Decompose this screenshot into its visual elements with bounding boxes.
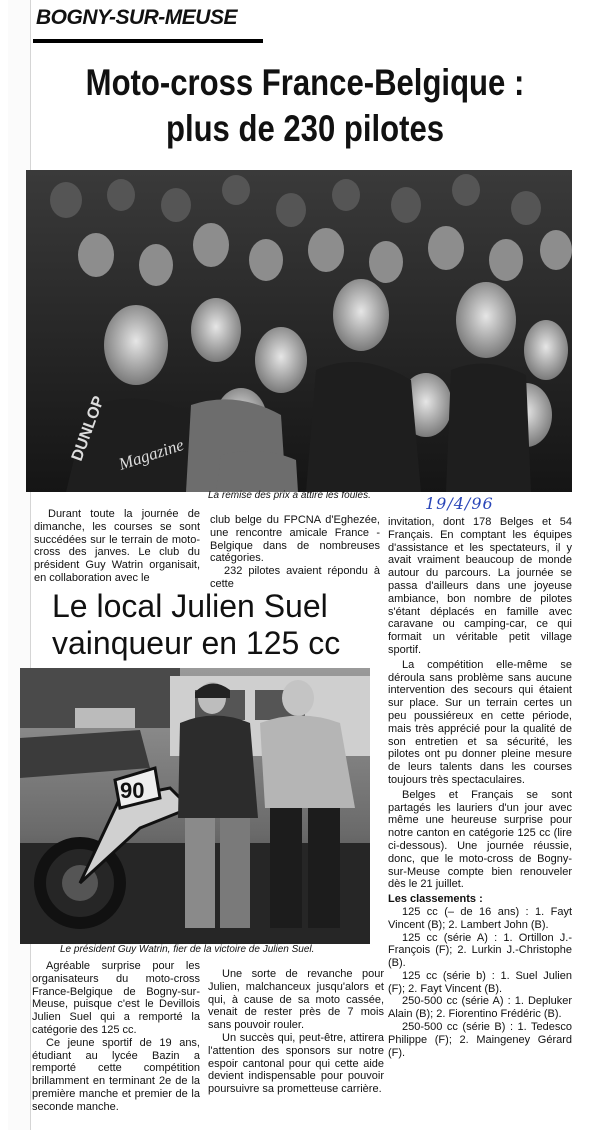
- result-line: 250-500 cc (série A) : 1. Depluker Alain (B); 2. Fiorentino Frédéric (B).: [388, 995, 572, 1021]
- right-col-paragraph-1: invitation, dont 178 Belges et 54 Français. En comptant les équipes d'assistance et les spectateurs, il y avait vraiment beaucoup de monde autour du parcours. La journée se passa d'ailleurs dans une joyeuse ambiance, bon nombre de pilotes s'étant déplacés en famille avec caravane ou camping-car, ce qui formait un véritable petit village sportif.: [388, 516, 572, 656]
- bottom-column-2: [208, 968, 384, 1096]
- headline-line-2: plus de 230 pilotes: [165, 108, 445, 149]
- intro-col1-text: Durant toute la journée de dimanche, les courses se sont succédées sur le terrain de moto-cross des janves. Le club du président Guy Watrin organisait, en collaboration avec le: [34, 508, 200, 584]
- handwritten-date: 19/4/96: [425, 494, 494, 513]
- sub-headline: [52, 588, 382, 662]
- section-kicker: BOGNY-SUR-MEUSE: [36, 6, 237, 29]
- subhead-line-1: Le local Julien Suel: [52, 588, 328, 624]
- result-line: 125 cc (série b) : 1. Suel Julien (F); 2. Fayt Vincent (B).: [388, 969, 572, 995]
- bottom-column-1: [32, 960, 200, 1114]
- bottom-col2-paragraph-2: Un succès qui, peut-être, attirera l'attention des sponsors sur notre espoir cantonal pour qui cette aide devient indispensable pour pouvoir poursuivre sa prometteuse carrière.: [208, 1031, 384, 1096]
- headline-line-1: Moto-cross France-Belgique :: [85, 62, 525, 103]
- right-column: [388, 516, 572, 1059]
- bike-number: 90: [120, 778, 145, 803]
- subhead-line-2: vainqueur en 125 cc: [52, 625, 341, 661]
- classements-title: Les classements :: [388, 893, 483, 906]
- right-col-paragraph-3: Belges et Français se sont partagés les lauriers d'un jour avec même une heureuse surprise pour notre canton en catégorie 125 cc (lire ci-dessous). Une journée réussie, donc, que le moto-cross de Bogny-sur-Meuse compte bien renouveler dès le 21 juillet.: [388, 788, 572, 891]
- kicker-rule: [33, 39, 263, 43]
- bottom-col1-paragraph-2: Ce jeune sportif de 19 ans, étudiant au lycée Bazin a remporté cette compétition brillamment en terminant 2e de la première manche et premier de la seconde manche.: [32, 1036, 200, 1113]
- intro-column-1: [34, 508, 200, 585]
- result-line: 125 cc (série A) : 1. Ortillon J.-François (F); 2. Lurkin J.-Christophe (B).: [388, 931, 572, 970]
- winner-photo: [20, 668, 370, 944]
- main-headline: [82, 60, 527, 152]
- intro-column-2: [210, 514, 380, 591]
- photo1-caption: La remise des prix a attiré les foules.: [208, 490, 371, 501]
- result-line: 125 cc (– de 16 ans) : 1. Fayt Vincent (B); 2. Lambert John (B).: [388, 905, 572, 931]
- result-line: 250-500 cc (série B) : 1. Tedesco Philippe (F); 2. Maingeney Gérard (F).: [388, 1021, 572, 1059]
- svg-text:Magazine: Magazine: [116, 435, 187, 474]
- intro-col2b-text: 232 pilotes avaient répondu à cette: [210, 565, 380, 590]
- crowd-photo: [26, 170, 572, 492]
- svg-text:DUNLOP: DUNLOP: [68, 394, 108, 464]
- bottom-col1-paragraph-1: Agréable surprise pour les organisateurs du moto-cross France-Belgique de Bogny-sur-Meuse, puisque c'est le Devillois Julien Suel qui a remporté la catégorie des 125 cc.: [32, 960, 200, 1036]
- intro-col2a-text: club belge du FPCNA d'Eghezée, une rencontre amicale France - Belgique dans de nombreuses catégories.: [210, 514, 380, 565]
- photo2-caption: Le président Guy Watrin, fier de la victoire de Julien Suel.: [60, 944, 315, 955]
- right-col-paragraph-2: La compétition elle-même se déroula sans problème sans aucune intervention des secours qui étaient sur place. Sur un terrain certes un peu poussiéreux en cette période, mais très apprécié pour la qualité de son entretien et sa sécurité, les pilotes ont pu donner pleine mesure de leurs talents dans les courses toujours très spectaculaires.: [388, 658, 572, 786]
- bottom-col2-paragraph-1: Une sorte de revanche pour Julien, malchanceux jusqu'alors et qui, à cause de sa moto cassée, venait de rester près de 7 mois sans pouvoir rouler.: [208, 968, 384, 1032]
